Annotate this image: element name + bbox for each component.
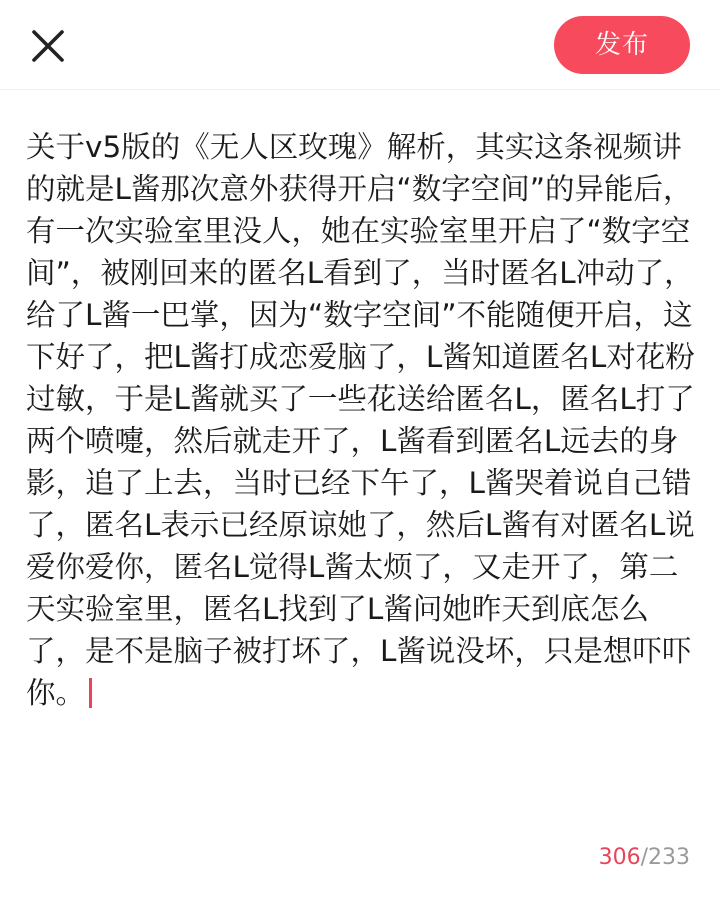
text-cursor: [89, 678, 92, 708]
post-text-editor[interactable]: [26, 126, 698, 846]
top-bar: [0, 0, 720, 90]
character-counter: [599, 844, 690, 872]
character-count-separator: /: [640, 845, 648, 870]
post-text: 关于v5版的《无人区玫瑰》解析，其实这条视频讲的就是L酱那次意外获得开启“数字空间”的异能后，有一次实验室里没人，她在实验室里开启了“数字空间”，被刚回来的匿名L看到了，当时匿名L冲动了，给了L酱一巴掌，因为“数字空间”不能随便开启，这下好了，把L酱打成恋爱脑了，L酱知道匿名L对花粉过敏，于是L酱就买了一些花送给匿名L，匿名L打了两个喷嚏，然后就走开了，L酱看到匿名L远去的身影，追了上去，当时已经下午了，L酱哭着说自己错了，匿名L表示已经原谅她了，然后L酱有对匿名L说爱你爱你，匿名L觉得L酱太烦了，又走开了，第二天实验室里，匿名L找到了L酱问她昨天到底怎么了，是不是脑子被打坏了，L酱说没坏，只是想吓吓你。: [26, 130, 695, 710]
character-count-current: 306: [598, 845, 641, 870]
close-icon[interactable]: [24, 22, 72, 70]
publish-button[interactable]: 发布: [554, 16, 690, 74]
character-count-limit: 233: [648, 845, 690, 870]
